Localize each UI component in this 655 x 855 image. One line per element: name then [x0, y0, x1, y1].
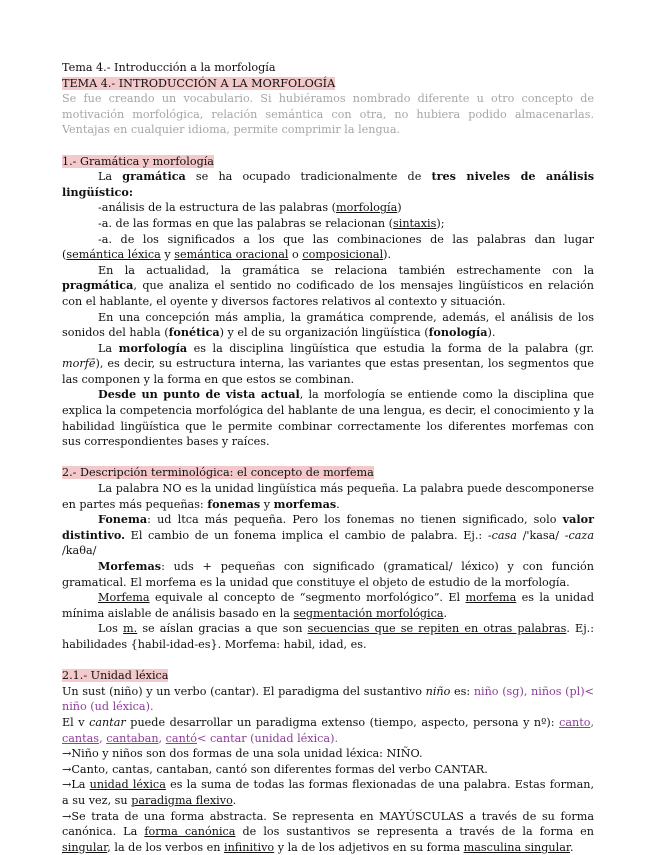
- s2-paragraph-morfema: Morfema equivale al concepto de “segmento morfológico”. El morfema es la unidad mínima aislable de análisis basado en la segmentación morfológica.: [62, 590, 594, 621]
- s2-paragraph-5: Los m. se aíslan gracias a que son secuencias que se repiten en otras palabras. Ej.: habilidades {habil-idad-es}. Morfema: habil, idad, es.: [62, 621, 594, 652]
- s21-paragraph-1: Un sust (niño) y un verbo (cantar). El paradigma del sustantivo niño es: niño (sg), niños (pl)< niño (ud léxica).: [62, 684, 594, 715]
- s1-paragraph-2: En la actualidad, la gramática se relaciona también estrechamente con la pragmática, que analiza el sentido no codificado de los mensajes lingüísticos en relación con el hablante, el oyente y diversos factores relativos al contexto y situación.: [62, 263, 594, 310]
- intro-paragraph: Se fue creando un vocabulario. Si hubiéramos nombrado diferente u otro concepto de motivación morfológica, relación semántica con otra, no hubiera podido almacenarlas. Ventajas en cualquier idioma, permite comprimir la lengua.: [62, 91, 594, 138]
- s21-arrow-item-2: →Canto, cantas, cantaban, cantó son diferentes formas del verbo CANTAR.: [62, 762, 594, 778]
- s1-paragraph-4: La morfología es la disciplina lingüística que estudia la forma de la palabra (gr. morfē), es decir, su estructura interna, las variantes que estas presentan, los segmentos que las componen y la forma en que estos se combinan.: [62, 341, 594, 388]
- s1-paragraph-3: En una concepción más amplia, la gramática comprende, además, el análisis de los sonidos del habla (fonética) y el de su organización lingüística (fonología).: [62, 310, 594, 341]
- s1-list-item-2: -a. de las formas en que las palabras se relacionan (sintaxis);: [62, 216, 594, 232]
- s2-paragraph-1: La palabra NO es la unidad lingüística más pequeña. La palabra puede descomponerse en partes más pequeñas: fonemas y morfemas.: [62, 481, 594, 512]
- document-header: Tema 4.- Introducción a la morfología: [62, 60, 594, 76]
- s2-paragraph-morfemas: Morfemas: uds + pequeñas con significado (gramatical/ léxico) y con función gramatical. El morfema es la unidad que constituye el objeto de estudio de la morfología.: [62, 559, 594, 590]
- s1-paragraph-1: La gramática se ha ocupado tradicionalmente de tres niveles de análisis lingüístico:: [62, 169, 594, 200]
- s21-arrow-item-4: →Se trata de una forma abstracta. Se representa en MAYÚSCULAS a través de su forma canónica. La forma canónica de los sustantivos se representa a través de la forma en singular, la de los verbos en infinitivo y la de los adjetivos en su forma masculina singular.: [62, 809, 594, 855]
- document-page: [62, 60, 594, 855]
- s21-arrow-item-1: →Niño y niños son dos formas de una sola unidad léxica: NIÑO.: [62, 746, 594, 762]
- document-title: TEMA 4.- INTRODUCCIÓN A LA MORFOLOGÍA: [62, 77, 335, 90]
- s1-paragraph-5: Desde un punto de vista actual, la morfología se entiende como la disciplina que explica la competencia morfológica del hablante de una lengua, es decir, el conocimiento y la habilidad lingüística que le permite combinar correctamente los diferentes morfemas con sus correspondientes bases y raíces.: [62, 387, 594, 449]
- section-2-1-heading: 2.1.- Unidad léxica: [62, 669, 168, 682]
- s21-arrow-item-3: →La unidad léxica es la suma de todas las formas flexionadas de una palabra. Estas forman, a su vez, su paradigma flexivo.: [62, 777, 594, 808]
- s1-list-item-1: -análisis de la estructura de las palabras (morfología): [62, 200, 594, 216]
- section-1-heading: 1.- Gramática y morfología: [62, 155, 214, 168]
- s21-paragraph-2: El v cantar puede desarrollar un paradigma extenso (tiempo, aspecto, persona y nº): canto, cantas, cantaban, cantó< cantar (unidad léxica).: [62, 715, 594, 746]
- section-2-heading: 2.- Descripción terminológica: el concepto de morfema: [62, 466, 374, 479]
- s2-paragraph-fonema: Fonema: ud ltca más pequeña. Pero los fonemas no tienen significado, solo valor distintivo. El cambio de un fonema implica el cambio de palabra. Ej.: -casa /'kasa/ -caza /kaθa/: [62, 512, 594, 559]
- s1-list-item-3: -a. de los significados a los que las combinaciones de las palabras dan lugar (semántica léxica y semántica oracional o composicional).: [62, 232, 594, 263]
